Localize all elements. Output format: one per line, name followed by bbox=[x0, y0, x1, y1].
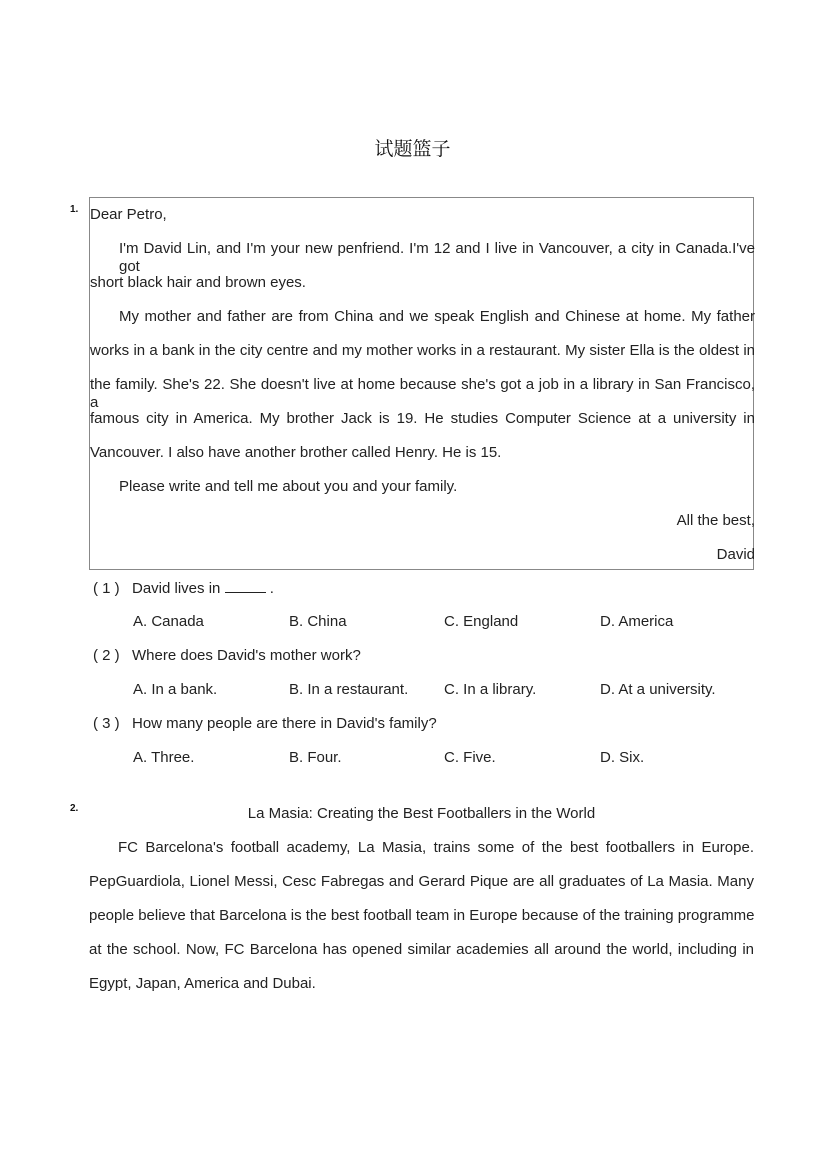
passage-line: PepGuardiola, Lionel Messi, Cesc Fabregas and Gerard Pique are all graduates of La Masia. Many bbox=[89, 873, 754, 890]
letter-closing: All the best, bbox=[676, 512, 755, 529]
passage-line: Egypt, Japan, America and Dubai. bbox=[89, 975, 316, 992]
sub-question-3 bbox=[93, 715, 437, 733]
letter-box bbox=[89, 197, 754, 570]
option-b[interactable]: B. In a restaurant. bbox=[289, 681, 409, 698]
passage-title: La Masia: Creating the Best Footballers in the World bbox=[247, 805, 596, 822]
option-d[interactable]: D. Six. bbox=[600, 749, 645, 766]
sub-question-2 bbox=[93, 647, 361, 665]
letter-line: Please write and tell me about you and your family. bbox=[119, 478, 458, 495]
sub-question-text-end: . bbox=[269, 580, 274, 597]
letter-line: the family. She's 22. She doesn't live at home because she's got a job in a library in San Francisco, a bbox=[90, 376, 755, 411]
sub-question-text: David lives in bbox=[132, 580, 221, 597]
answer-blank[interactable] bbox=[225, 579, 266, 593]
option-a[interactable]: A. Three. bbox=[133, 749, 195, 766]
passage-line: FC Barcelona's football academy, La Masia, trains some of the best footballers in Europe. bbox=[118, 839, 754, 856]
sub-question-mark: ( 1 ) bbox=[93, 580, 120, 597]
option-d[interactable]: D. America bbox=[600, 613, 674, 630]
letter-line: famous city in America. My brother Jack is 19. He studies Computer Science at a university in bbox=[90, 410, 755, 427]
sub-question-text: How many people are there in David's family? bbox=[132, 715, 437, 732]
passage-line: at the school. Now, FC Barcelona has opened similar academies all around the world, including in bbox=[89, 941, 754, 958]
letter-line: short black hair and brown eyes. bbox=[90, 274, 306, 291]
letter-line: My mother and father are from China and we speak English and Chinese at home. My father bbox=[119, 308, 755, 325]
option-d[interactable]: D. At a university. bbox=[600, 681, 716, 698]
option-c[interactable]: C. Five. bbox=[444, 749, 496, 766]
letter-greeting: Dear Petro, bbox=[90, 206, 167, 223]
letter-line: I'm David Lin, and I'm your new penfriend. I'm 12 and I live in Vancouver, a city in Canada.I've got bbox=[119, 240, 755, 275]
option-a[interactable]: A. In a bank. bbox=[133, 681, 218, 698]
question-number-1: 1. bbox=[70, 204, 79, 215]
sub-question-mark: ( 3 ) bbox=[93, 715, 120, 732]
option-a[interactable]: A. Canada bbox=[133, 613, 204, 630]
letter-signature: David bbox=[716, 546, 755, 563]
letter-line: Vancouver. I also have another brother called Henry. He is 15. bbox=[90, 444, 502, 461]
page-title: 试题篮子 bbox=[374, 139, 451, 160]
passage-line: people believe that Barcelona is the best football team in Europe because of the training programme bbox=[89, 907, 755, 924]
sub-question-text: Where does David's mother work? bbox=[132, 647, 361, 664]
sub-question-mark: ( 2 ) bbox=[93, 647, 120, 664]
option-b[interactable]: B. Four. bbox=[289, 749, 342, 766]
question-number-2: 2. bbox=[70, 803, 79, 814]
option-b[interactable]: B. China bbox=[289, 613, 347, 630]
sub-question-1 bbox=[93, 579, 274, 598]
option-c[interactable]: C. In a library. bbox=[444, 681, 537, 698]
letter-line: works in a bank in the city centre and my mother works in a restaurant. My sister Ella is the oldest in bbox=[90, 342, 755, 359]
option-c[interactable]: C. England bbox=[444, 613, 519, 630]
